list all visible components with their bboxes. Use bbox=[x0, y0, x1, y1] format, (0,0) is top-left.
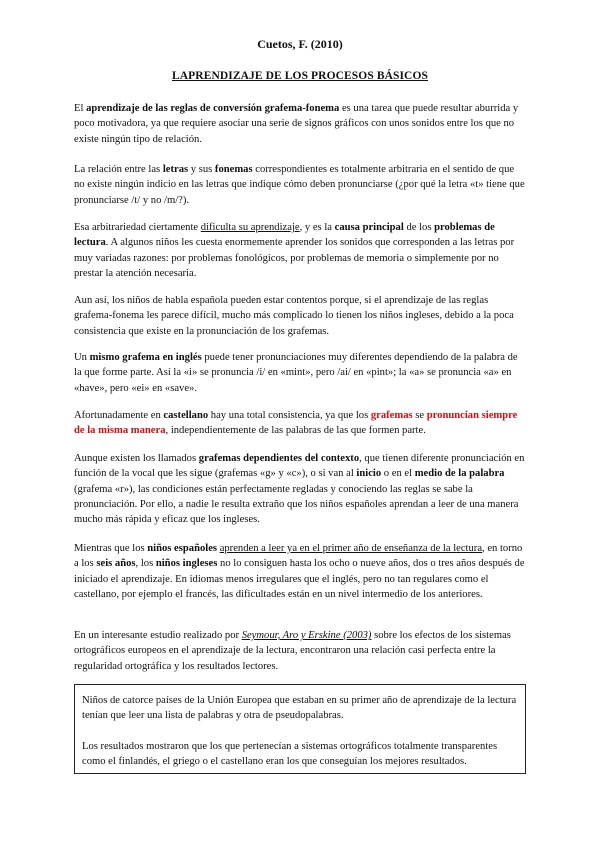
author-citation: Cuetos, F. (2010) bbox=[257, 37, 343, 51]
bold-text: niños españoles bbox=[147, 543, 218, 554]
text: se bbox=[412, 410, 427, 421]
paragraph-3 bbox=[74, 220, 526, 281]
text: o en el bbox=[381, 468, 415, 480]
text: es una tarea que puede resultar aburrida y poco motivadora, ya que requiere asociar una serie de signos gráficos con unos sonidos entre los que no existe ningún tipo de relación. bbox=[74, 103, 519, 145]
paragraph-1 bbox=[74, 101, 526, 147]
text: Aun así, los niños de habla española pueden estar contentos porque, si el aprendizaje de las reglas grafema-fonema les parece difícil, mucho más complicado lo tienen los niños ingleses, debido a la poca consistencia que existe en la pronunciación de los grafemas. bbox=[74, 295, 514, 337]
text: Aunque existen los llamados bbox=[74, 453, 199, 464]
bold-text: inicio bbox=[356, 468, 382, 480]
bold-text: letras bbox=[162, 164, 189, 175]
bold-text: problemas de lectura bbox=[74, 222, 495, 249]
text: En un interesante estudio realizado por bbox=[74, 630, 242, 641]
bold-text: medio de la palabra bbox=[414, 468, 505, 480]
text: Esa arbitrariedad ciertamente bbox=[74, 222, 201, 233]
text: Un bbox=[74, 352, 90, 363]
page-title-text: LAPRENDIZAJE DE LOS PROCESOS BÁSICOS bbox=[171, 70, 429, 82]
paragraph-6 bbox=[74, 408, 526, 439]
bold-text: aprendizaje de las reglas de conversión grafema-fonema bbox=[86, 103, 340, 114]
text: , que tienen diferente pronunciación en función de la vocal que les sigue (grafemas «g» y «c»), o si van al bbox=[74, 453, 525, 480]
bold-text: mismo grafema en inglés bbox=[89, 352, 202, 363]
text: puede tener pronunciaciones muy diferentes dependiendo de la palabra de la que forme parte. Así la «i» se pronuncia /i/ en «mint», pero /ai/ en «pint»; la «a» se pronuncia «a» en «have», pero «ei» en «save». bbox=[74, 352, 518, 394]
paragraph-9 bbox=[74, 628, 526, 674]
study-summary-box bbox=[74, 684, 526, 774]
text: correspondientes es totalmente arbitraria en el sentido de que no existe ningún indicio en las letras que indique cómo deben pronunciarse (¿por qué la letra «t» tiene que pronunciarse /t/ y no /m/?). bbox=[74, 164, 525, 206]
text: Afortunadamente en bbox=[74, 410, 164, 421]
box-text-2: Los resultados mostraron que los que pertenecían a sistemas ortográficos totalmente transparentes como el finlandés, el griego o el castellano eran los que conseguían los mejores resultados. bbox=[82, 740, 498, 767]
highlighted-text: pronuncian siempre de la misma manera bbox=[74, 410, 518, 437]
text: hay una total consistencia, ya que los bbox=[208, 410, 371, 421]
text: Mientras que los bbox=[74, 543, 148, 554]
text: . A algunos niños les cuesta enormemente aprender los sonidos que corresponden a las letras por muy variadas razones: por problemas fonológicos, por problemas de memoria o simplemente por no prestar la atención necesaria. bbox=[74, 237, 515, 279]
paragraph-4 bbox=[74, 293, 526, 339]
bold-text: fonemas bbox=[214, 164, 253, 175]
paragraph-2 bbox=[74, 162, 526, 208]
text: , en torno a los bbox=[74, 543, 523, 570]
paragraph-5 bbox=[74, 350, 526, 396]
text: no lo consiguen hasta los ocho o nueve años, dos o tres años después de iniciado el aprendizaje. En idiomas menos irregulares que el inglés, pero no tan regulares como el castellano, por ejemplo el francés, las dificultades están en un nivel intermedio de los anteriores. bbox=[74, 558, 525, 600]
bold-text: castellano bbox=[163, 410, 209, 421]
paragraph-8 bbox=[74, 541, 526, 602]
text: , los bbox=[135, 558, 156, 570]
bold-text: niños ingleses bbox=[155, 558, 218, 570]
bold-text: seis años bbox=[96, 558, 136, 570]
underlined-text: aprenden a leer ya en el primer año de enseñanza de la lectura bbox=[219, 543, 483, 554]
text: , independientemente de las palabras de las que formen parte. bbox=[165, 425, 426, 437]
text: La relación entre las bbox=[74, 164, 163, 175]
text: sobre los efectos de los sistemas ortográficos europeos en el aprendizaje de la lectura, encontraron una relación casi perfecta entre la regularidad ortográfica y los resultados lectores. bbox=[74, 630, 511, 672]
underlined-text: dificulta su aprendizaje bbox=[200, 222, 300, 233]
bold-text: grafemas dependientes del contexto bbox=[198, 453, 360, 464]
text: , y es la bbox=[299, 222, 335, 233]
text: y sus bbox=[188, 164, 215, 175]
bold-text: causa principal bbox=[334, 222, 404, 233]
text: El bbox=[74, 103, 87, 114]
page-title bbox=[74, 70, 526, 82]
text: de los bbox=[403, 222, 435, 233]
box-text-1: Niños de catorce países de la Unión Europea que estaban en su primer año de aprendizaje de la lectura tenían que leer una lista de palabras y otra de pseudopalabras. bbox=[82, 695, 517, 722]
paragraph-7 bbox=[74, 451, 526, 527]
highlighted-text: grafemas bbox=[370, 410, 413, 421]
text: (grafema «r»), las condiciones están perfectamente regladas y conociendo las reglas se sabe la pronunciación. Por ello, a nadie le resulta extraño que los niños españoles aprendan a leer de una manera mucho más rápida y eficaz que los ingleses. bbox=[74, 483, 519, 526]
citation-link[interactable]: Seymour, Aro y Erskine (2003) bbox=[241, 630, 372, 641]
